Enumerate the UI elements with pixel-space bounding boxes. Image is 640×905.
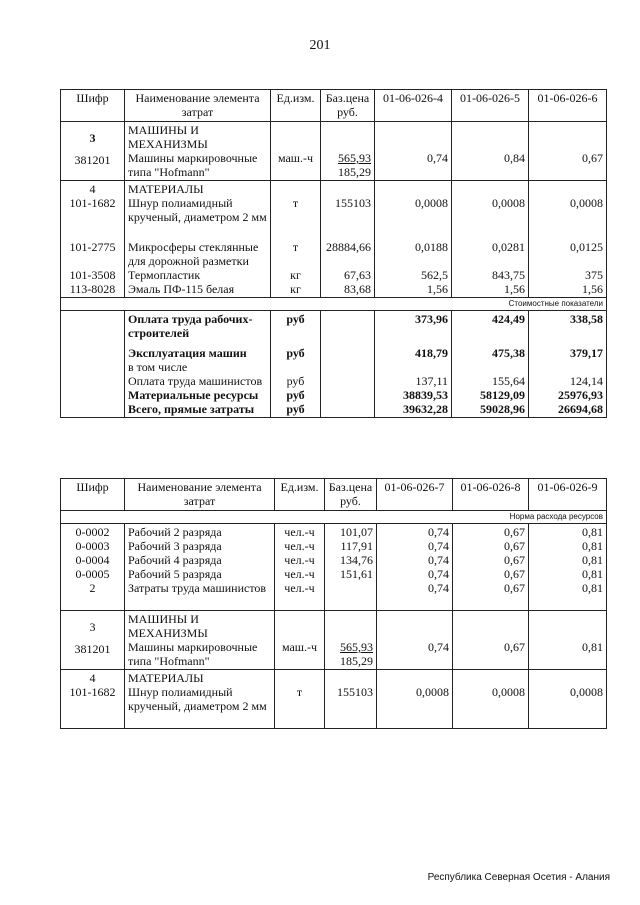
- section-title: МАТЕРИАЛЫ: [128, 182, 204, 196]
- machine-unit: маш.-ч: [281, 640, 318, 654]
- header-base-price: Баз.цена руб.: [321, 90, 375, 122]
- header-col-3: 01-06-026-9: [529, 479, 607, 511]
- material-value: 562,5: [421, 268, 448, 282]
- worker-value: 0,67: [504, 567, 525, 581]
- material-value: 0,0008: [415, 196, 448, 210]
- material-price: 28884,66: [326, 240, 371, 254]
- material-value: 0,0008: [570, 685, 603, 699]
- material-unit: т: [292, 196, 299, 210]
- header-base-price: Баз.цена руб.: [325, 479, 377, 511]
- material-name: Термопластик: [128, 268, 201, 282]
- materials-section-row: [61, 181, 607, 298]
- machine-value-2: 0,67: [504, 640, 525, 654]
- cost-materials-name: Материальные ресурсы: [128, 388, 259, 402]
- cost-value: 124,14: [570, 374, 603, 388]
- worker-price: 101,07: [340, 525, 373, 539]
- cost-value: 58129,09: [480, 388, 525, 402]
- operators-value: 0,81: [582, 581, 603, 595]
- cost-value: 25976,93: [558, 388, 603, 402]
- header-col-1: 01-06-026-7: [377, 479, 453, 511]
- material-unit: т: [292, 240, 299, 254]
- operators-value: 0,67: [504, 581, 525, 595]
- section-number: 3: [89, 620, 96, 634]
- material-value: 1,56: [582, 282, 603, 296]
- machine-price-1: 565,93: [340, 640, 373, 654]
- material-value: 1,56: [427, 282, 448, 296]
- table-header-row: [61, 90, 607, 122]
- worker-name: Рабочий 2 разряда: [128, 525, 222, 539]
- operators-code: 2: [89, 581, 96, 595]
- operators-value: 0,74: [428, 581, 449, 595]
- cost-unit: руб: [286, 312, 305, 326]
- material-price: 155103: [337, 685, 373, 699]
- page-number: 201: [309, 38, 331, 53]
- estimate-table-2: [60, 478, 607, 729]
- operators-unit: чел.-ч: [284, 581, 315, 595]
- machines-section-row: [61, 122, 607, 181]
- worker-value: 0,67: [504, 553, 525, 567]
- worker-value: 0,74: [428, 539, 449, 553]
- header-name: Наименование элемента затрат: [125, 90, 271, 122]
- worker-value: 0,81: [582, 539, 603, 553]
- worker-value: 0,67: [504, 539, 525, 553]
- cost-value: 59028,96: [480, 402, 525, 416]
- worker-code: 0-0003: [75, 539, 110, 553]
- material-price: 83,68: [344, 282, 371, 296]
- norm-subheader-row: [61, 511, 607, 524]
- machine-value-1: 0,74: [427, 151, 448, 165]
- section-title: МАШИНЫ И МЕХАНИЗМЫ: [128, 123, 208, 151]
- worker-value: 0,74: [428, 567, 449, 581]
- material-name: Эмаль ПФ-115 белая: [128, 282, 235, 296]
- worker-unit: чел.-ч: [284, 525, 315, 539]
- material-value: 0,0281: [492, 240, 525, 254]
- material-value: 0,0125: [570, 240, 603, 254]
- material-value: 0,0008: [492, 685, 525, 699]
- machine-value-3: 0,81: [582, 640, 603, 654]
- material-value: 1,56: [504, 282, 525, 296]
- machine-value-3: 0,67: [582, 151, 603, 165]
- worker-name: Рабочий 4 разряда: [128, 553, 222, 567]
- material-code: 101-1682: [69, 196, 116, 210]
- worker-unit: чел.-ч: [284, 539, 315, 553]
- cost-value: 379,17: [570, 346, 603, 360]
- cost-value: 475,38: [492, 346, 525, 360]
- cost-value: 39632,28: [403, 402, 448, 416]
- cost-value: 155,64: [492, 374, 525, 388]
- section-number: 4: [89, 671, 96, 685]
- cost-unit: руб: [286, 374, 305, 388]
- material-name: Шнур полиамидный крученый, диаметром 2 мм: [128, 685, 267, 713]
- cost-subheader-row: [61, 298, 607, 311]
- operators-name: Затраты труда машинистов: [128, 581, 267, 595]
- cost-value: 373,96: [415, 312, 448, 326]
- machine-code: 381201: [74, 153, 111, 167]
- material-unit: т: [296, 685, 303, 699]
- worker-code: 0-0005: [75, 567, 110, 581]
- worker-code: 0-0002: [75, 525, 110, 539]
- header-unit: Ед.изм.: [271, 90, 321, 122]
- norm-subheader: Норма расхода ресурсов: [61, 511, 607, 524]
- material-value: 0,0188: [415, 240, 448, 254]
- section-title: МАШИНЫ И МЕХАНИЗМЫ: [128, 612, 208, 640]
- material-price: 67,63: [344, 268, 371, 282]
- worker-value: 0,67: [504, 525, 525, 539]
- worker-value: 0,81: [582, 553, 603, 567]
- machine-value-1: 0,74: [428, 640, 449, 654]
- cost-value: 38839,53: [403, 388, 448, 402]
- machine-price-2: 185,29: [338, 165, 371, 179]
- worker-value: 0,74: [428, 525, 449, 539]
- worker-unit: чел.-ч: [284, 553, 315, 567]
- machine-name: Машины маркировочные типа "Hofmann": [128, 640, 258, 668]
- material-value: 0,0008: [570, 196, 603, 210]
- header-unit: Ед.изм.: [275, 479, 325, 511]
- section-number: 4: [89, 182, 96, 196]
- material-value: 843,75: [492, 268, 525, 282]
- worker-price: 134,76: [340, 553, 373, 567]
- material-code: 113-8028: [69, 282, 116, 296]
- worker-name: Рабочий 3 разряда: [128, 539, 222, 553]
- material-name: Микросферы стеклянные для дорожной разметки: [128, 240, 259, 268]
- worker-price: 151,61: [340, 567, 373, 581]
- cost-value: 338,58: [570, 312, 603, 326]
- worker-code: 0-0004: [75, 553, 110, 567]
- section-number: 3: [89, 131, 96, 145]
- workers-rows: [61, 524, 607, 611]
- machine-price-2: 185,29: [340, 654, 373, 668]
- worker-value: 0,81: [582, 567, 603, 581]
- worker-name: Рабочий 5 разряда: [128, 567, 222, 581]
- material-name: Шнур полиамидный крученый, диаметром 2 мм: [128, 196, 267, 224]
- material-value: 0,0008: [416, 685, 449, 699]
- cost-total-name: Всего, прямые затраты: [128, 402, 255, 416]
- cost-value: 137,11: [415, 374, 448, 388]
- header-code: Шифр: [61, 479, 125, 511]
- cost-unit: руб: [286, 388, 305, 402]
- header-col-2: 01-06-026-5: [452, 90, 529, 122]
- table-header-row: [61, 479, 607, 511]
- cost-machines-name: Эксплуатация машин: [128, 346, 247, 360]
- worker-value: 0,81: [582, 525, 603, 539]
- footer-region: Республика Северная Осетия - Алания: [427, 872, 610, 883]
- cost-rows: [61, 311, 607, 418]
- materials-section-row: [61, 670, 607, 729]
- cost-value: 418,79: [415, 346, 448, 360]
- cost-subheader: Стоимостные показатели: [61, 298, 607, 311]
- cost-unit: руб: [286, 346, 305, 360]
- machine-value-2: 0,84: [504, 151, 525, 165]
- section-title: МАТЕРИАЛЫ: [128, 671, 204, 685]
- machine-price-1: 565,93: [338, 151, 371, 165]
- material-code: 101-1682: [69, 685, 116, 699]
- machine-code: 381201: [74, 642, 111, 656]
- estimate-table-1: [60, 89, 607, 418]
- header-col-3: 01-06-026-6: [529, 90, 607, 122]
- material-value: 375: [585, 268, 603, 282]
- machine-unit: маш.-ч: [277, 151, 314, 165]
- cost-unit: руб: [286, 402, 305, 416]
- material-unit: кг: [290, 268, 301, 282]
- material-code: 101-3508: [69, 268, 116, 282]
- cost-operators-name: Оплата труда машинистов: [128, 374, 263, 388]
- worker-unit: чел.-ч: [284, 567, 315, 581]
- header-col-1: 01-06-026-4: [375, 90, 452, 122]
- header-col-2: 01-06-026-8: [453, 479, 529, 511]
- material-value: 0,0008: [492, 196, 525, 210]
- material-price: 155103: [335, 196, 371, 210]
- material-unit: кг: [290, 282, 301, 296]
- cost-machines-note: в том числе: [128, 360, 188, 374]
- material-code: 101-2775: [69, 240, 116, 254]
- cost-labor-name: Оплата труда рабочих-строителей: [128, 312, 253, 340]
- header-code: Шифр: [61, 90, 125, 122]
- cost-value: 26694,68: [558, 402, 603, 416]
- header-name: Наименование элемента затрат: [125, 479, 275, 511]
- worker-value: 0,74: [428, 553, 449, 567]
- cost-value: 424,49: [492, 312, 525, 326]
- machine-name: Машины маркировочные типа "Hofmann": [128, 151, 258, 179]
- machines-section-row: [61, 611, 607, 670]
- worker-price: 117,91: [340, 539, 373, 553]
